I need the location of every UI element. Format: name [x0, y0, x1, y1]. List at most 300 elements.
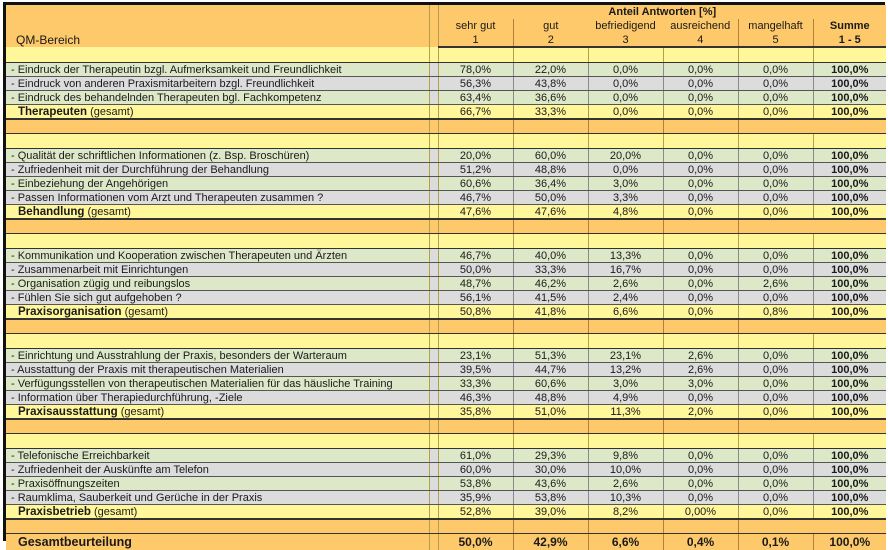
blank-value-cell [588, 234, 663, 249]
blank-label-cell [6, 119, 429, 134]
blank-value-cell [513, 234, 588, 249]
separator-cell [429, 405, 438, 420]
separator-cell [429, 419, 438, 434]
item-label: - Einbeziehung der Angehörigen [6, 177, 429, 191]
value-cell: 2,6% [588, 277, 663, 291]
value-cell: 36,6% [513, 91, 588, 105]
blank-value-cell [438, 434, 513, 449]
value-cell: 36,4% [513, 177, 588, 191]
value-cell: 53,8% [513, 491, 588, 505]
sum-cell: 100,0% [813, 105, 886, 120]
blank-label-cell [6, 47, 429, 63]
table-row [6, 377, 886, 391]
separator-cell [429, 491, 438, 505]
separator-cell [429, 391, 438, 405]
value-cell: 0,0% [738, 91, 813, 105]
value-cell: 0,8% [738, 305, 813, 320]
value-cell: 0,0% [663, 305, 738, 320]
table-row [6, 291, 886, 305]
table-row [6, 449, 886, 463]
value-cell: 6,6% [588, 305, 663, 320]
blank-value-cell [513, 134, 588, 149]
value-cell: 0,0% [738, 177, 813, 191]
subtotal-suffix: (gesamt) [88, 206, 131, 218]
separator-cell [429, 77, 438, 91]
sum-cell: 100,0% [813, 491, 886, 505]
results-table [6, 5, 886, 550]
value-cell: 60,0% [513, 149, 588, 163]
value-cell: 56,1% [438, 291, 513, 305]
section-spacer-row [6, 219, 886, 234]
value-cell: 2,6% [588, 477, 663, 491]
table-row [6, 363, 886, 377]
sum-cell: 100,0% [813, 534, 886, 550]
total-label: Gesamtbeurteilung [6, 534, 429, 550]
blank-value-cell [738, 47, 813, 63]
value-cell: 2,0% [663, 405, 738, 420]
separator-cell [429, 463, 438, 477]
sum-cell: 100,0% [813, 477, 886, 491]
separator-cell [429, 349, 438, 363]
subtotal-suffix: (gesamt) [125, 306, 168, 318]
value-cell: 0,0% [738, 449, 813, 463]
sum-cell: 100,0% [813, 377, 886, 391]
value-cell: 0,0% [663, 77, 738, 91]
subtotal-row [6, 205, 886, 220]
value-cell: 11,3% [588, 405, 663, 420]
value-cell: 2,4% [588, 291, 663, 305]
blank-value-cell [813, 119, 886, 134]
blank-label-cell [6, 419, 429, 434]
survey-results-sheet [3, 2, 885, 541]
separator-cell [429, 234, 438, 249]
table-row [6, 77, 886, 91]
subtotal-title: Praxisorganisation [18, 306, 122, 318]
item-label: - Passen Informationen vom Arzt und Therapeuten zusammen ? [6, 191, 429, 205]
sum-cell: 100,0% [813, 291, 886, 305]
value-cell: 0,0% [738, 249, 813, 263]
value-cell: 33,3% [438, 377, 513, 391]
sum-cell: 100,0% [813, 249, 886, 263]
value-cell: 46,2% [513, 277, 588, 291]
value-cell: 2,6% [663, 349, 738, 363]
sum-cell: 100,0% [813, 463, 886, 477]
value-cell: 47,6% [438, 205, 513, 220]
value-cell: 16,7% [588, 263, 663, 277]
blank-value-cell [663, 319, 738, 334]
value-cell: 42,9% [513, 534, 588, 550]
value-cell: 23,1% [588, 349, 663, 363]
value-cell: 48,7% [438, 277, 513, 291]
blank-value-cell [738, 119, 813, 134]
item-label: - Information über Therapiedurchführung, -Ziele [6, 391, 429, 405]
section-spacer-row [6, 419, 886, 434]
col-header-name: ausreichend [663, 19, 738, 33]
blank-label-cell [6, 334, 429, 349]
table-row [6, 477, 886, 491]
blank-value-cell [438, 134, 513, 149]
value-cell: 0,0% [588, 91, 663, 105]
item-label: - Zufriedenheit mit der Durchführung der Behandlung [6, 163, 429, 177]
header-row-group [6, 5, 886, 19]
table-row [6, 349, 886, 363]
value-cell: 29,3% [513, 449, 588, 463]
value-cell: 0,0% [588, 105, 663, 120]
value-cell: 0,0% [663, 149, 738, 163]
value-cell: 0,0% [663, 163, 738, 177]
blank-value-cell [588, 134, 663, 149]
sum-cell: 100,0% [813, 191, 886, 205]
blank-value-cell [738, 134, 813, 149]
value-cell: 3,3% [588, 191, 663, 205]
value-cell: 0,0% [588, 77, 663, 91]
blank-label-cell [6, 519, 429, 534]
blank-value-cell [738, 319, 813, 334]
blank-label-cell [6, 319, 429, 334]
blank-value-cell [813, 519, 886, 534]
value-cell: 20,0% [438, 149, 513, 163]
subtotal-label [6, 405, 429, 420]
value-cell: 60,6% [438, 177, 513, 191]
value-cell: 0,0% [663, 177, 738, 191]
value-cell: 3,0% [588, 177, 663, 191]
blank-value-cell [813, 419, 886, 434]
section-blank-row [6, 47, 886, 63]
col-header-grade: 3 [588, 33, 663, 47]
blank-value-cell [513, 334, 588, 349]
sum-cell: 100,0% [813, 505, 886, 520]
separator-cell [429, 449, 438, 463]
blank-value-cell [738, 334, 813, 349]
value-cell: 0,0% [738, 149, 813, 163]
value-cell: 30,0% [513, 463, 588, 477]
blank-value-cell [663, 334, 738, 349]
value-cell: 50,0% [513, 191, 588, 205]
value-cell: 50,0% [438, 534, 513, 550]
value-cell: 0,0% [663, 249, 738, 263]
value-cell: 0,0% [738, 349, 813, 363]
blank-value-cell [513, 119, 588, 134]
col-header-grade: 2 [513, 33, 588, 47]
blank-value-cell [663, 134, 738, 149]
section-blank-row [6, 234, 886, 249]
sum-cell: 100,0% [813, 63, 886, 77]
blank-value-cell [513, 419, 588, 434]
separator-cell [429, 534, 438, 550]
subtotal-row [6, 105, 886, 120]
separator-cell [429, 205, 438, 220]
value-cell: 13,2% [588, 363, 663, 377]
table-row [6, 391, 886, 405]
blank-value-cell [438, 519, 513, 534]
value-cell: 46,3% [438, 391, 513, 405]
value-cell: 39,5% [438, 363, 513, 377]
value-cell: 3,0% [588, 377, 663, 391]
sum-cell: 100,0% [813, 305, 886, 320]
sum-cell: 100,0% [813, 277, 886, 291]
value-cell: 2,6% [663, 363, 738, 377]
value-cell: 0,0% [663, 63, 738, 77]
value-cell: 46,7% [438, 191, 513, 205]
blank-value-cell [588, 419, 663, 434]
blank-value-cell [513, 319, 588, 334]
value-cell: 2,6% [738, 277, 813, 291]
value-cell: 44,7% [513, 363, 588, 377]
value-cell: 0,0% [738, 263, 813, 277]
blank-value-cell [738, 419, 813, 434]
col-header-grade: 4 [663, 33, 738, 47]
subtotal-label [6, 105, 429, 120]
table-row [6, 263, 886, 277]
separator-cell [429, 477, 438, 491]
table-row [6, 191, 886, 205]
value-cell: 23,1% [438, 349, 513, 363]
separator-cell [429, 5, 438, 47]
value-cell: 78,0% [438, 63, 513, 77]
value-cell: 41,8% [513, 305, 588, 320]
blank-value-cell [663, 234, 738, 249]
blank-value-cell [663, 419, 738, 434]
value-cell: 0,0% [663, 463, 738, 477]
blank-value-cell [513, 219, 588, 234]
blank-value-cell [588, 47, 663, 63]
blank-value-cell [813, 434, 886, 449]
value-cell: 0,0% [663, 291, 738, 305]
blank-value-cell [738, 219, 813, 234]
value-cell: 40,0% [513, 249, 588, 263]
col-header-name: mangelhaft [738, 19, 813, 33]
blank-value-cell [438, 119, 513, 134]
blank-value-cell [588, 434, 663, 449]
value-cell: 47,6% [513, 205, 588, 220]
blank-value-cell [663, 519, 738, 534]
separator-cell [429, 519, 438, 534]
value-cell: 0,0% [588, 63, 663, 77]
row-label-header: QM-Bereich [6, 5, 429, 47]
separator-cell [429, 434, 438, 449]
value-cell: 4,9% [588, 391, 663, 405]
sum-cell: 100,0% [813, 77, 886, 91]
table-row [6, 63, 886, 77]
separator-cell [429, 377, 438, 391]
blank-label-cell [6, 134, 429, 149]
item-label: - Organisation zügig und reibungslos [6, 277, 429, 291]
separator-cell [429, 219, 438, 234]
subtotal-title: Behandlung [18, 206, 84, 218]
item-label: - Telefonische Erreichbarkeit [6, 449, 429, 463]
col-header-grade: 5 [738, 33, 813, 47]
value-cell: 0,0% [738, 505, 813, 520]
subtotal-label [6, 505, 429, 520]
separator-cell [429, 177, 438, 191]
blank-value-cell [513, 47, 588, 63]
subtotal-label [6, 305, 429, 320]
blank-value-cell [813, 47, 886, 63]
blank-value-cell [438, 47, 513, 63]
blank-value-cell [438, 419, 513, 434]
value-cell: 61,0% [438, 449, 513, 463]
value-cell: 0,0% [588, 163, 663, 177]
blank-value-cell [438, 334, 513, 349]
blank-value-cell [513, 434, 588, 449]
blank-value-cell [738, 234, 813, 249]
subtotal-title: Praxisausstattung [18, 406, 118, 418]
separator-cell [429, 277, 438, 291]
blank-label-cell [6, 434, 429, 449]
separator-cell [429, 47, 438, 63]
table-row [6, 491, 886, 505]
blank-value-cell [813, 134, 886, 149]
separator-cell [429, 105, 438, 120]
blank-label-cell [6, 234, 429, 249]
value-cell: 0,0% [663, 477, 738, 491]
blank-value-cell [588, 519, 663, 534]
value-cell: 60,6% [513, 377, 588, 391]
item-label: - Einrichtung und Ausstrahlung der Praxis, besonders der Warteraum [6, 349, 429, 363]
section-spacer-row [6, 519, 886, 534]
value-cell: 33,3% [513, 105, 588, 120]
value-cell: 0,0% [663, 277, 738, 291]
separator-cell [429, 149, 438, 163]
item-label: - Zusammenarbeit mit Einrichtungen [6, 263, 429, 277]
subtotal-suffix: (gesamt) [94, 506, 137, 518]
table-row [6, 149, 886, 163]
value-cell: 10,3% [588, 491, 663, 505]
value-cell: 0,0% [663, 91, 738, 105]
col-header-name: Summe [813, 19, 886, 33]
blank-label-cell [6, 219, 429, 234]
subtotal-title: Therapeuten [18, 106, 87, 118]
value-cell: 0,0% [738, 77, 813, 91]
blank-value-cell [588, 334, 663, 349]
col-header-grade: 1 [438, 33, 513, 47]
value-cell: 50,0% [438, 263, 513, 277]
item-label: - Kommunikation und Kooperation zwischen Therapeuten und Ärzten [6, 249, 429, 263]
value-cell: 33,3% [513, 263, 588, 277]
blank-value-cell [738, 434, 813, 449]
value-cell: 35,9% [438, 491, 513, 505]
value-cell: 52,8% [438, 505, 513, 520]
value-cell: 0,0% [738, 163, 813, 177]
table-row [6, 163, 886, 177]
value-cell: 9,8% [588, 449, 663, 463]
item-label: - Ausstattung der Praxis mit therapeutischen Materialien [6, 363, 429, 377]
value-cell: 0,0% [738, 191, 813, 205]
item-label: - Praxisöffnungszeiten [6, 477, 429, 491]
item-label: - Raumklima, Sauberkeit und Gerüche in der Praxis [6, 491, 429, 505]
value-cell: 0,0% [738, 463, 813, 477]
value-cell: 0,0% [663, 191, 738, 205]
value-cell: 43,8% [513, 77, 588, 91]
blank-value-cell [663, 47, 738, 63]
item-label: - Fühlen Sie sich gut aufgehoben ? [6, 291, 429, 305]
blank-value-cell [513, 519, 588, 534]
value-cell: 0,0% [738, 491, 813, 505]
value-cell: 10,0% [588, 463, 663, 477]
separator-cell [429, 505, 438, 520]
value-cell: 0,0% [738, 63, 813, 77]
value-cell: 60,0% [438, 463, 513, 477]
blank-value-cell [588, 219, 663, 234]
blank-value-cell [813, 334, 886, 349]
separator-cell [429, 163, 438, 177]
blank-value-cell [438, 219, 513, 234]
value-cell: 0,0% [663, 105, 738, 120]
sum-cell: 100,0% [813, 163, 886, 177]
sum-cell: 100,0% [813, 205, 886, 220]
value-cell: 0,0% [738, 377, 813, 391]
value-cell: 0,0% [738, 105, 813, 120]
table-row [6, 463, 886, 477]
sum-cell: 100,0% [813, 391, 886, 405]
separator-cell [429, 319, 438, 334]
value-cell: 53,8% [438, 477, 513, 491]
item-label: - Eindruck des behandelnden Therapeuten bgl. Fachkompetenz [6, 91, 429, 105]
table-row [6, 277, 886, 291]
value-cell: 51,0% [513, 405, 588, 420]
item-label: - Eindruck der Therapeutin bzgl. Aufmerksamkeit und Freundlichkeit [6, 63, 429, 77]
value-cell: 0,0% [663, 449, 738, 463]
value-cell: 0,0% [663, 263, 738, 277]
col-header-name: sehr gut [438, 19, 513, 33]
value-cell: 0,0% [663, 491, 738, 505]
separator-cell [429, 191, 438, 205]
blank-value-cell [438, 319, 513, 334]
sum-cell: 100,0% [813, 263, 886, 277]
separator-cell [429, 291, 438, 305]
sum-cell: 100,0% [813, 177, 886, 191]
value-cell: 13,3% [588, 249, 663, 263]
subtotal-row [6, 405, 886, 420]
blank-value-cell [438, 234, 513, 249]
value-cell: 51,2% [438, 163, 513, 177]
blank-value-cell [663, 219, 738, 234]
separator-cell [429, 363, 438, 377]
subtotal-row [6, 305, 886, 320]
value-cell: 56,3% [438, 77, 513, 91]
value-cell: 41,5% [513, 291, 588, 305]
value-cell: 20,0% [588, 149, 663, 163]
value-cell: 0,0% [738, 363, 813, 377]
separator-cell [429, 63, 438, 77]
value-cell: 66,7% [438, 105, 513, 120]
value-cell: 6,6% [588, 534, 663, 550]
col-header-name: gut [513, 19, 588, 33]
sum-cell: 100,0% [813, 405, 886, 420]
value-cell: 63,4% [438, 91, 513, 105]
sum-cell: 100,0% [813, 363, 886, 377]
subtotal-label [6, 205, 429, 220]
value-cell: 39,0% [513, 505, 588, 520]
value-cell: 50,8% [438, 305, 513, 320]
value-cell: 48,8% [513, 163, 588, 177]
blank-value-cell [738, 519, 813, 534]
table-row [6, 177, 886, 191]
separator-cell [429, 334, 438, 349]
value-cell: 0,0% [738, 477, 813, 491]
item-label: - Zufriedenheit der Auskünfte am Telefon [6, 463, 429, 477]
subtotal-suffix: (gesamt) [90, 106, 133, 118]
value-cell: 8,2% [588, 505, 663, 520]
separator-cell [429, 263, 438, 277]
value-cell: 48,8% [513, 391, 588, 405]
separator-cell [429, 305, 438, 320]
separator-cell [429, 91, 438, 105]
value-cell: 0,00% [663, 505, 738, 520]
subtotal-suffix: (gesamt) [121, 406, 164, 418]
blank-value-cell [813, 219, 886, 234]
table-row [6, 249, 886, 263]
